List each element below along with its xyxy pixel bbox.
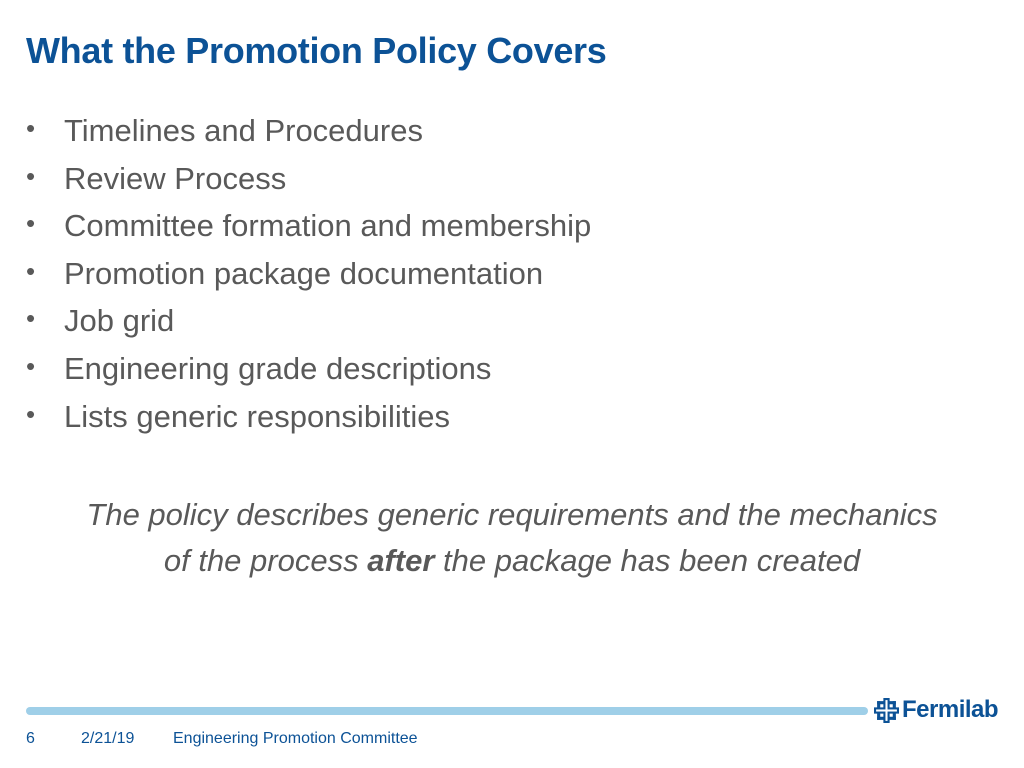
bullet-text: Engineering grade descriptions [64, 350, 492, 386]
footer-title: Engineering Promotion Committee [173, 730, 418, 747]
bullet-icon: • [26, 350, 36, 381]
bullet-item [26, 250, 591, 298]
footer-date: 2/21/19 [81, 730, 135, 747]
bullet-item [26, 393, 591, 441]
bullet-list [26, 107, 591, 440]
summary-statement [0, 492, 1024, 584]
summary-line-2-end: the package has been created [434, 543, 861, 578]
bullet-item [26, 155, 591, 203]
page-number: 6 [26, 730, 35, 747]
summary-line-2-start: of the process [163, 543, 368, 578]
bullet-item [26, 107, 591, 155]
bullet-text: Committee formation and membership [64, 208, 592, 244]
fermilab-logo [874, 696, 998, 724]
summary-line-1: The policy describes generic requirements and the mechanics [86, 497, 938, 532]
bullet-text: Job grid [64, 303, 175, 339]
fermilab-logo-icon [874, 698, 899, 723]
bullet-icon: • [26, 398, 36, 429]
summary-emphasis: after [367, 543, 435, 578]
logo-text: Fermilab [902, 696, 999, 723]
bullet-item [26, 202, 591, 250]
bullet-icon: • [26, 160, 36, 191]
bullet-text: Review Process [64, 160, 287, 196]
bullet-item [26, 345, 591, 393]
bullet-icon: • [26, 255, 36, 286]
footer-divider [26, 707, 868, 715]
bullet-item [26, 297, 591, 345]
bullet-text: Promotion package documentation [64, 255, 544, 291]
bullet-icon: • [26, 208, 36, 239]
bullet-icon: • [26, 303, 36, 334]
bullet-text: Timelines and Procedures [64, 113, 423, 148]
bullet-text: Lists generic responsibilities [64, 398, 450, 434]
bullet-icon: • [26, 113, 36, 143]
slide-title: What the Promotion Policy Covers [26, 30, 607, 71]
